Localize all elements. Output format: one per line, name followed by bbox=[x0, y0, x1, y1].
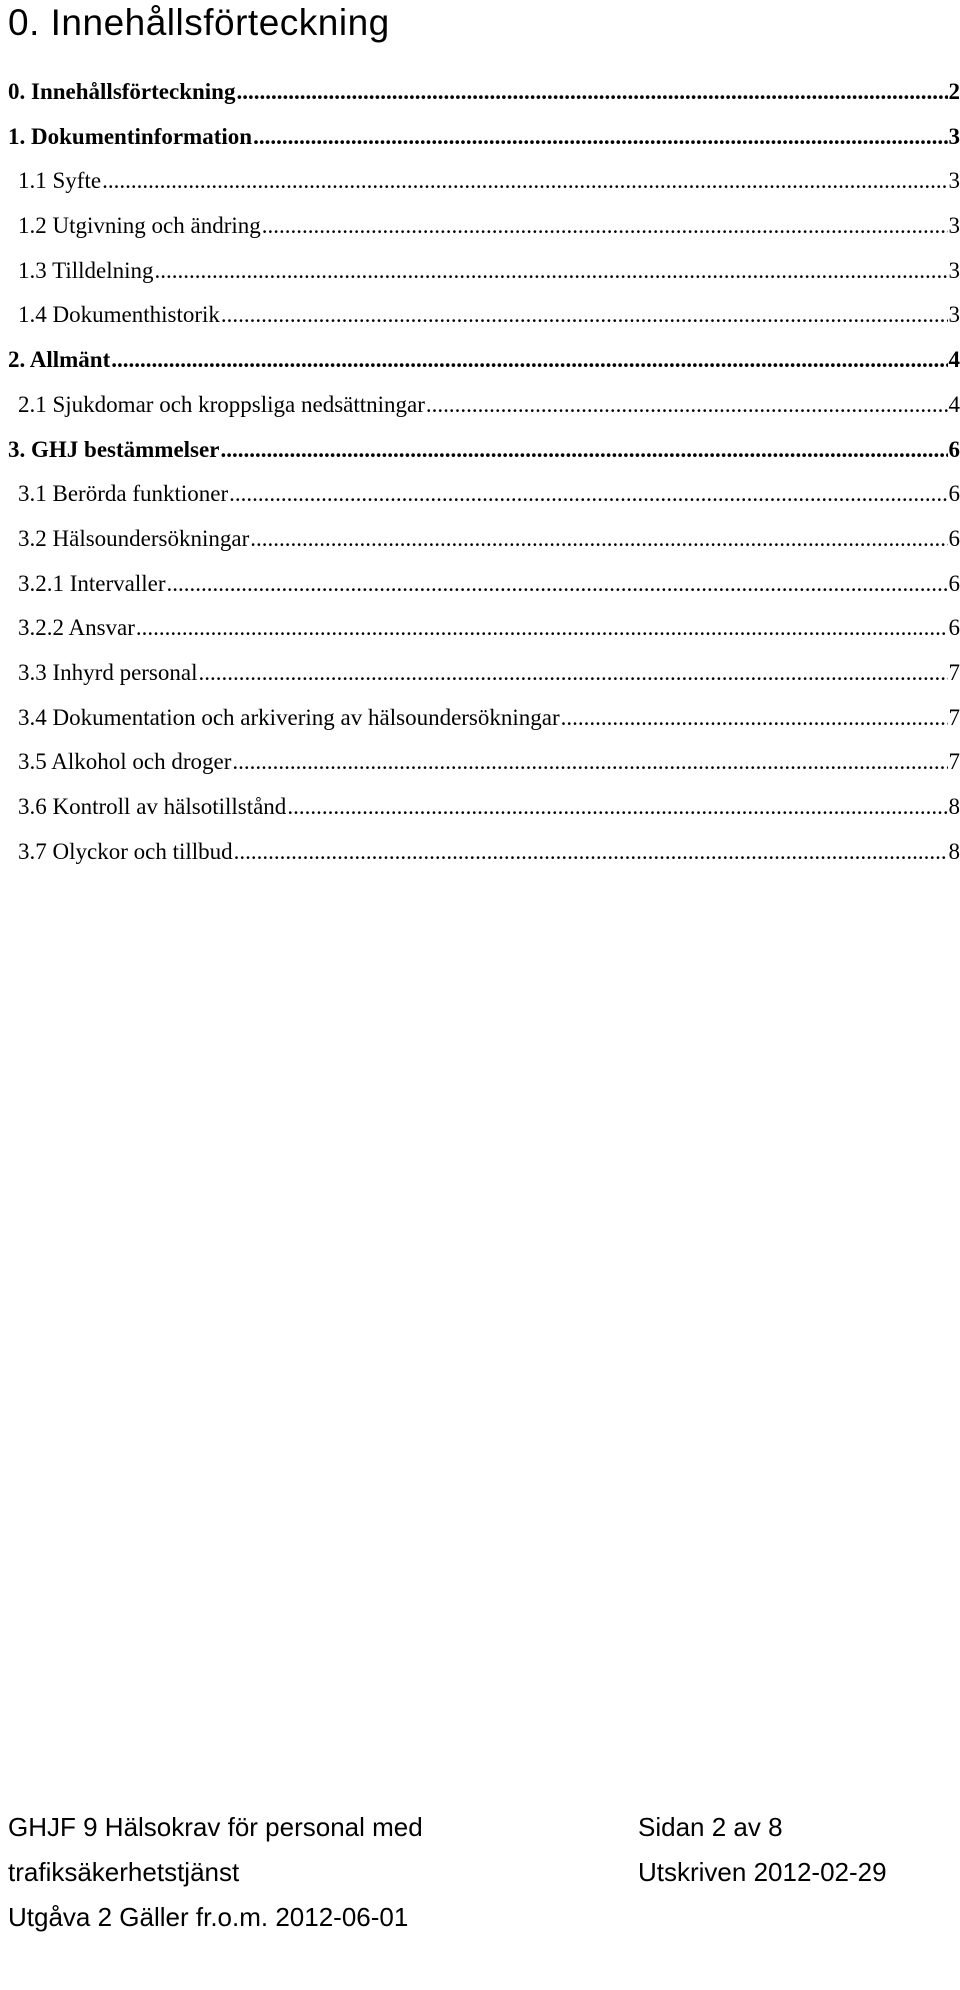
toc-entry-page: 3 bbox=[948, 213, 960, 239]
toc-leader-dots bbox=[167, 562, 948, 607]
toc-entry-page: 3 bbox=[948, 257, 960, 283]
toc-leader-dots bbox=[232, 740, 947, 785]
toc-entry-3-7[interactable] bbox=[8, 830, 960, 875]
toc-entry-3[interactable] bbox=[8, 428, 960, 473]
toc-entry-title: 3.2 Hälsoundersökningar bbox=[18, 525, 250, 551]
toc-entry-3-1[interactable] bbox=[8, 472, 960, 517]
toc-entry-title: 0. Innehållsförteckning bbox=[8, 79, 236, 104]
footer-row bbox=[8, 1895, 960, 1940]
toc-entry-3-2[interactable] bbox=[8, 517, 960, 562]
toc-leader-dots bbox=[287, 785, 947, 830]
toc-entry-title: 1.3 Tilldelning bbox=[18, 257, 154, 283]
toc-entry-page: 7 bbox=[948, 659, 960, 685]
page-title: 0. Innehållsförteckning bbox=[8, 2, 390, 43]
toc-entry-title: 3.7 Olyckor och tillbud bbox=[18, 838, 233, 864]
toc-entry-title: 3.5 Alkohol och droger bbox=[18, 749, 232, 775]
toc-leader-dots bbox=[221, 293, 948, 338]
footer-printed-date: Utskriven 2012-02-29 bbox=[638, 1857, 887, 1887]
toc-leader-dots bbox=[236, 70, 947, 115]
toc-entry-page: 3 bbox=[948, 123, 960, 149]
toc-leader-dots bbox=[561, 696, 948, 741]
toc-entry-title: 3.2.1 Intervaller bbox=[18, 570, 166, 596]
footer-page-info: Sidan 2 av 8 bbox=[638, 1812, 783, 1842]
toc-entry-3-3[interactable] bbox=[8, 651, 960, 696]
toc-entry-2[interactable] bbox=[8, 338, 960, 383]
toc-entry-title: 1.4 Dokumenthistorik bbox=[18, 302, 220, 328]
toc-entry-0[interactable] bbox=[8, 70, 960, 115]
toc-entry-page: 6 bbox=[948, 525, 960, 551]
toc-leader-dots bbox=[111, 338, 947, 383]
toc-entry-page: 7 bbox=[948, 749, 960, 775]
toc-entry-2-1[interactable] bbox=[8, 383, 960, 428]
toc-entry-3-4[interactable] bbox=[8, 696, 960, 741]
table-of-contents bbox=[8, 70, 960, 874]
toc-entry-3-5[interactable] bbox=[8, 740, 960, 785]
toc-entry-title: 3.3 Inhyrd personal bbox=[18, 659, 198, 685]
page-footer bbox=[8, 1805, 960, 1940]
toc-leader-dots bbox=[220, 428, 947, 473]
toc-entry-page: 7 bbox=[948, 704, 960, 730]
toc-leader-dots bbox=[426, 383, 948, 428]
toc-leader-dots bbox=[102, 159, 947, 204]
toc-entry-3-2-2[interactable] bbox=[8, 606, 960, 651]
footer-doc-title: GHJF 9 Hälsokrav för personal med bbox=[8, 1812, 423, 1842]
toc-entry-page: 4 bbox=[948, 347, 960, 373]
toc-entry-title: 3.4 Dokumentation och arkivering av hälsoundersökningar bbox=[18, 704, 560, 730]
toc-entry-1-2[interactable] bbox=[8, 204, 960, 249]
toc-entry-3-6[interactable] bbox=[8, 785, 960, 830]
toc-entry-page: 3 bbox=[948, 302, 960, 328]
footer-row bbox=[8, 1850, 960, 1895]
toc-entry-page: 8 bbox=[948, 838, 960, 864]
toc-entry-title: 2.1 Sjukdomar och kroppsliga nedsättningar bbox=[18, 391, 425, 417]
toc-entry-3-2-1[interactable] bbox=[8, 562, 960, 607]
toc-entry-title: 1.2 Utgivning och ändring bbox=[18, 213, 261, 239]
toc-entry-title: 3. GHJ bestämmelser bbox=[8, 436, 220, 462]
toc-entry-1-4[interactable] bbox=[8, 293, 960, 338]
toc-entry-page: 2 bbox=[948, 79, 960, 104]
footer-row bbox=[8, 1805, 960, 1850]
toc-leader-dots bbox=[253, 115, 947, 160]
toc-entry-page: 6 bbox=[948, 615, 960, 641]
toc-entry-1-1[interactable] bbox=[8, 159, 960, 204]
toc-entry-title: 3.6 Kontroll av hälsotillstånd bbox=[18, 794, 287, 819]
toc-entry-title: 1.1 Syfte bbox=[18, 168, 102, 194]
toc-leader-dots bbox=[250, 517, 947, 562]
toc-leader-dots bbox=[136, 606, 948, 651]
toc-entry-title: 1. Dokumentinformation bbox=[8, 123, 253, 149]
toc-leader-dots bbox=[154, 249, 947, 294]
toc-entry-page: 4 bbox=[948, 391, 960, 417]
toc-leader-dots bbox=[199, 651, 948, 696]
toc-entry-1-3[interactable] bbox=[8, 249, 960, 294]
toc-entry-page: 3 bbox=[948, 168, 960, 194]
footer-edition: Utgåva 2 Gäller fr.o.m. 2012-06-01 bbox=[8, 1902, 409, 1932]
toc-entry-page: 6 bbox=[948, 570, 960, 596]
footer-doc-title-cont: trafiksäkerhetstjänst bbox=[8, 1857, 240, 1887]
toc-entry-title: 2. Allmänt bbox=[8, 347, 111, 373]
toc-entry-page: 8 bbox=[948, 794, 960, 819]
toc-entry-page: 6 bbox=[948, 436, 960, 462]
toc-leader-dots bbox=[234, 830, 948, 875]
toc-leader-dots bbox=[229, 472, 947, 517]
toc-entry-title: 3.1 Berörda funktioner bbox=[18, 481, 229, 507]
toc-entry-title: 3.2.2 Ansvar bbox=[18, 615, 135, 641]
toc-leader-dots bbox=[262, 204, 948, 249]
toc-entry-1[interactable] bbox=[8, 115, 960, 160]
toc-entry-page: 6 bbox=[948, 481, 960, 507]
